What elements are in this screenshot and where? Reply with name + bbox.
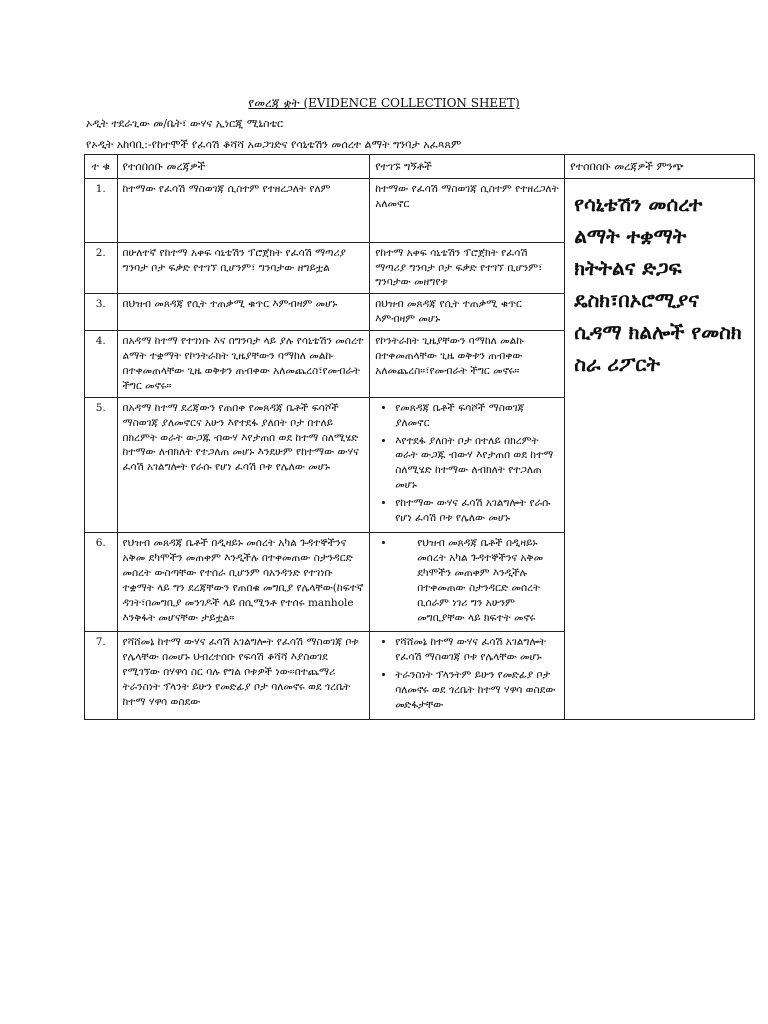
row-info: በአዳማ ከተማ ደረጃውን የጠበቀ የመጸዳጃ ቤቶች ፍሳሾች ማስወገጃ ያለመኖርና አሁን እየተደፋ ያለበት ቦታ በተለይ በክረምት ወራት ውጋጁ ብውሃ እየታጠበ ወደ ከተማ ስለሚሄድ ከተማው ለብክለት የተጋለጠ መሆኑ እንደሁም የከተማው ውሃና ፈሳሽ አገልግሎት የራሱ የሆነ ፈሳሽ ቦቱ የሌለው መሆኑ (117, 397, 370, 532)
row-number: 7. (85, 632, 118, 720)
findings-bullet-list (375, 536, 559, 625)
header-number: ተ ቁ (85, 155, 118, 179)
findings-bullet-list (375, 635, 559, 713)
source-text: የሳኒቴሽን መሰረተ ልማት ተቋማት ክትትልና ድጋፍ ዴስክ፣በኦሮሚያና ሲዳማ ክልሎች የመስክ ስራ ሪፖርት (574, 191, 742, 376)
row-findings: ከተማው የፈሳሽ ማስወገጃ ሲስተም የተዘረጋለት አለመኖር (370, 178, 565, 242)
row-number: 6. (85, 533, 118, 632)
finding-bullet: • ትራንስነት ፕላንትም ይሁን የመድፊያ ቦታ ባለመኖሩ ወደ ጎረቤት ከተማ ሃዋሳ ወስደው መድፋታቸው (395, 668, 559, 713)
finding-bullet: • የከተማው ውሃና ፈሳሽ አገልግሎት የራሱ የሆነ ፈሳሽ ቦቱ የሌለው መሆኑ (395, 496, 559, 526)
sheet-title: የመረጃ ቋት (EVIDENCE COLLECTION SHEET) (248, 96, 520, 110)
row-info: የህዝብ መጸዳጃ ቤቶች በዲዛይኑ መሰረት አካል ጉዳተኞችንና አቅመ ደካሞችን መጠቀም እንዲችሉ በተቀመጠው ስታንዳርድ መሰረት ውስጣቸው የተሰራ ቢሆንም ባአንዳንድ የተገነቡ ተቋማት ላይ ግን ደረጃቸውን የጠበቁ መግቢያ የሌላቸው(ከፍተኛ ዳገት፣በመግቢያ መንገዶች ላይ በሲሚንቶ የተሰሩ manhole እንቅፋት መሆናቸው ታይቷል። (117, 533, 370, 632)
row-number: 1. (85, 178, 118, 242)
row-number: 4. (85, 331, 118, 398)
finding-bullet: • የመጸዳጃ ቤቶች ፍሳሾች ማስወገጃ ያለመኖር (395, 401, 559, 431)
source-cell (565, 178, 755, 719)
table-row (85, 178, 755, 242)
row-findings: በህዝብ መጸዳጃ የሲት ተጠቃሚ ቁጥር እምብዛም መሆኑ (370, 294, 565, 331)
row-info: ከተማው የፈሳሽ ማስወገጃ ሲስተም የተዘረጋለት የለም (117, 178, 370, 242)
row-info: በአዳማ ከተማ የተገነቡ እና በግንባታ ላይ ያሉ የሳኒቴሽን መሰረተ ልማት ተቋማት የኮንትራክት ጊዜያቸውን ባማከለ መልኩ በተቀመጠላቸው ጊዜ ወቅቱን ጠብቀው አለመጨረስ፣የመብራት ችግር መኖሩ። (117, 331, 370, 398)
header-collected-info: የተሰበሰቡ መረጃዎች (117, 155, 370, 179)
row-findings: የከተማ አቀፍ ሳኒቴሽን ፕሮጀክት የፈሳሽ ማጣሪያ ግንባታ ቦታ ፍቃድ የተገኘ ቢሆንም፣ ግንባታው መዘግየቱ (370, 242, 565, 294)
audit-subject-line: የኦዲት አከባቢ:-የከተሞች የፈሳሽ ቆሻሻ አወጋገድና የሳኒቴሽን መሰረተ ልማት ግንባታ አፈጻጸም (86, 138, 462, 151)
row-info: በሁለተኛ የከተማ አቀፍ ሳኒቴሽን ፕሮጀክት የፈሳሽ ማጣሪያ ግንባታ ቦታ ፍቃድ የተገኘ ቢሆንም፣ ግንባታው ዘግይቷል (117, 242, 370, 294)
row-findings (370, 397, 565, 532)
row-number: 2. (85, 242, 118, 294)
table-header-row (85, 155, 755, 179)
evidence-table (84, 154, 755, 720)
row-info: በህዝብ መጸዳጃ የሲት ተጠቃሚ ቁጥር እምብዛም መሆኑ (117, 294, 370, 331)
row-findings (370, 632, 565, 720)
row-findings (370, 533, 565, 632)
row-info: የሻሸመኔ ከተማ ውሃና ፈሳሽ አገልግሎት የፈሳሽ ማስወገጃ ቦቱ የሌላቸው በመሆኑ ህብረተሰቡ የፍሳሽ ቆሻሻ እያስወገደ የሚገኘው በሃዋሳ ስር ባሉ የግል ቦቱዎች ነው።በተጨማሪ ትራንስነት ፕላንት ይሁን የመድፊያ ቦታ ባለመኖሩ ወደ ጎረቤት ከተማ ሃዋሳ ወስደው (117, 632, 370, 720)
finding-bullet: • የህዝብ መጸዳጃ ቤቶች በዲዛይኑ መሰረት አካል ጉዳተኞችንና አቅመ ደካሞችን መጠቀም እንዲችሉ በተቀመጠው ስታንዳርድ መሰረት ቢሰራም ነገሪ ግን አሁንም መግቢያቸው ላይ ክፍተት መኖሩ (395, 536, 559, 625)
finding-bullet: • እየተደፋ ያለበት ቦታ በተለይ በክረምት ወራት ውጋጁ ብውሃ እየታጠበ ወደ ከተማ ስለሚሄድ ከተማው ለብክለት የተጋለጠ መሆኑ (395, 434, 559, 494)
row-findings: የኮንትራክት ጊዜያቸውን ባማከለ መልኩ በተቀመጠላቸው ጊዜ ወቅቱን ጠብቀው አለመጨረስ።፣የመብራት ችግር መኖሩ። (370, 331, 565, 398)
row-number: 3. (85, 294, 118, 331)
row-number: 5. (85, 397, 118, 532)
auditee-line: ኦዲት ተደራጊው መ/ቤት፣ ውሃና ኢነርጂ ሚኒስቴር (86, 117, 284, 130)
finding-bullet: • የሻሸመኔ ከተማ ውሃና ፈሳሽ አገልግሎት የፈሳሽ ማስወገጃ ቦቱ የሌላቸው መሆኑ (395, 635, 559, 665)
header-findings: የተገኙ ግኝቶች (370, 155, 565, 179)
header-source: የተሰበሰቡ መረጃዎች ምንጭ (565, 155, 755, 179)
findings-bullet-list (375, 401, 559, 526)
